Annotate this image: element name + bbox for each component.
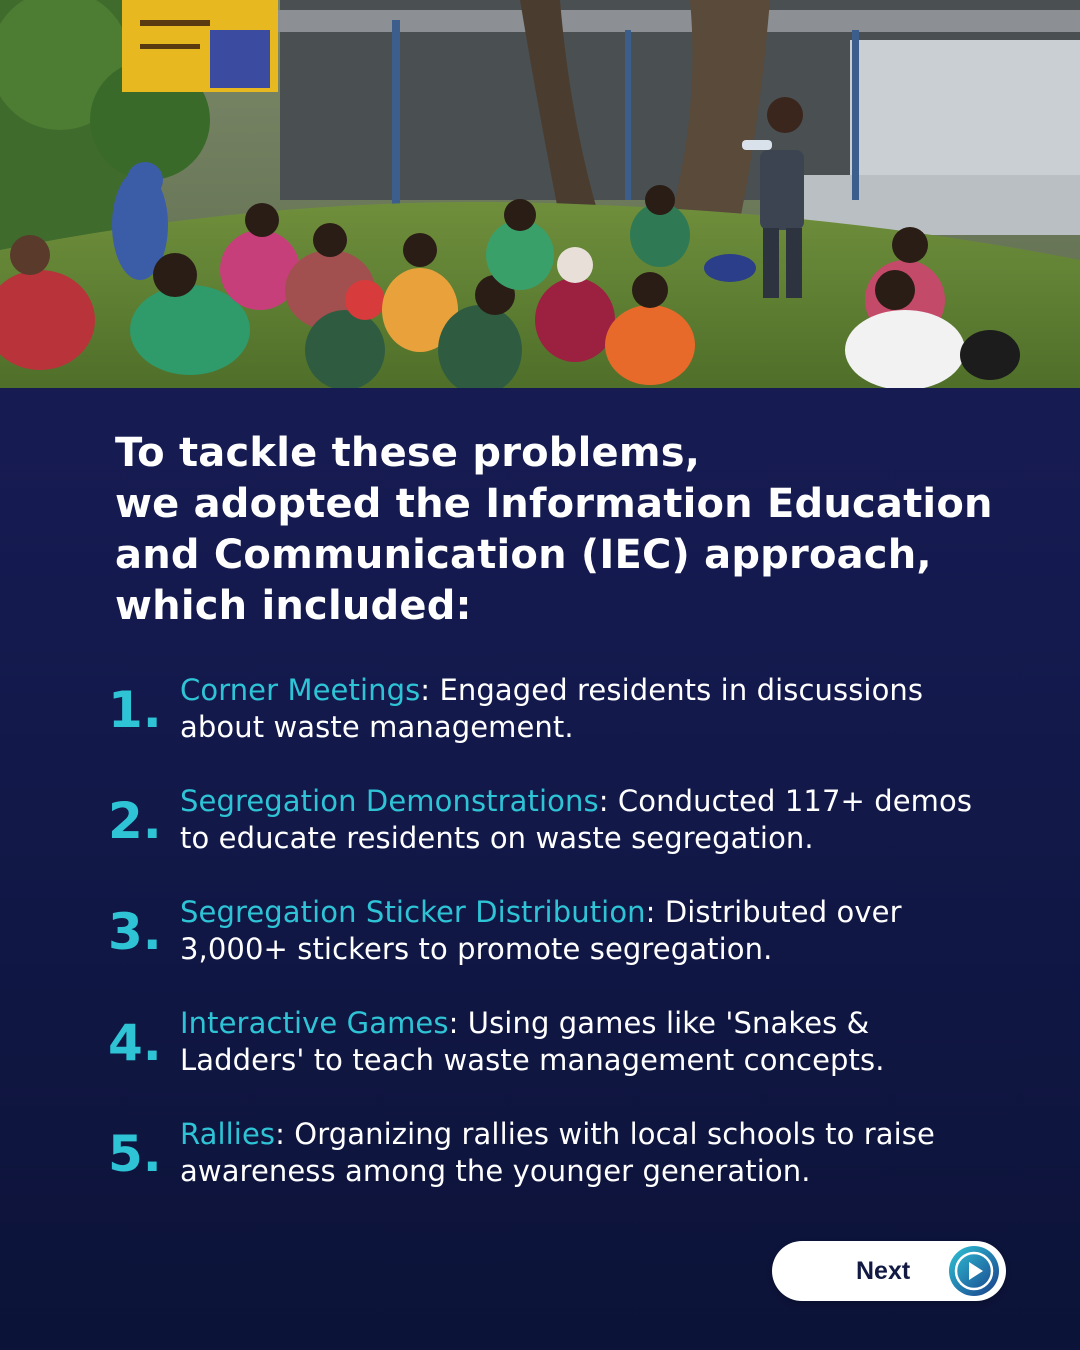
- list-item: [108, 1005, 1038, 1116]
- step-text: [180, 894, 1038, 968]
- step-desc-line-2: awareness among the younger generation.: [180, 1154, 811, 1188]
- step-desc-line-2: 3,000+ stickers to promote segregation.: [180, 932, 773, 966]
- headline: [115, 428, 1015, 632]
- step-number: 4.: [108, 1014, 162, 1072]
- headline-line-1: To tackle these problems,: [115, 430, 701, 476]
- step-number: 2.: [108, 792, 162, 850]
- step-title: Segregation Demonstrations: [180, 784, 599, 818]
- step-number: 5.: [108, 1125, 162, 1183]
- step-text: [180, 1005, 1038, 1079]
- headline-line-2: we adopted the Information Education: [115, 481, 993, 527]
- step-title: Rallies: [180, 1117, 276, 1151]
- step-number: 3.: [108, 903, 162, 961]
- step-desc-line-2: about waste management.: [180, 710, 574, 744]
- list-item: [108, 783, 1038, 894]
- list-item: [108, 672, 1038, 783]
- step-number: 1.: [108, 681, 162, 739]
- step-text: [180, 783, 1038, 857]
- step-desc-line-1: : Engaged residents in discussions: [420, 673, 924, 707]
- step-title: Segregation Sticker Distribution: [180, 895, 646, 929]
- next-button[interactable]: [772, 1241, 1006, 1301]
- step-desc-line-1: : Using games like 'Snakes &: [448, 1006, 870, 1040]
- list-item: [108, 894, 1038, 1005]
- hexagon-leaf-logo-icon: [926, 68, 1080, 388]
- list-item: [108, 1116, 1038, 1227]
- step-title: Interactive Games: [180, 1006, 449, 1040]
- step-desc-line-1: : Conducted 117+ demos: [598, 784, 973, 818]
- step-title: Corner Meetings: [180, 673, 421, 707]
- step-desc-line-1: : Distributed over: [645, 895, 902, 929]
- headline-line-3: and Communication (IEC) approach,: [115, 532, 932, 578]
- next-button-label: Next: [856, 1257, 911, 1285]
- step-desc-line-2: to educate residents on waste segregation.: [180, 821, 814, 855]
- hero-photo: [0, 0, 1080, 388]
- step-text: [180, 672, 1038, 746]
- headline-line-4: which included:: [115, 583, 472, 629]
- play-arrow-icon: [948, 1245, 1000, 1297]
- meeting-scene-illustration: [0, 0, 1080, 388]
- step-text: [180, 1116, 1038, 1190]
- approach-list: [108, 672, 1038, 1227]
- step-desc-line-2: Ladders' to teach waste management concepts.: [180, 1043, 885, 1077]
- step-desc-line-1: : Organizing rallies with local schools to raise: [275, 1117, 935, 1151]
